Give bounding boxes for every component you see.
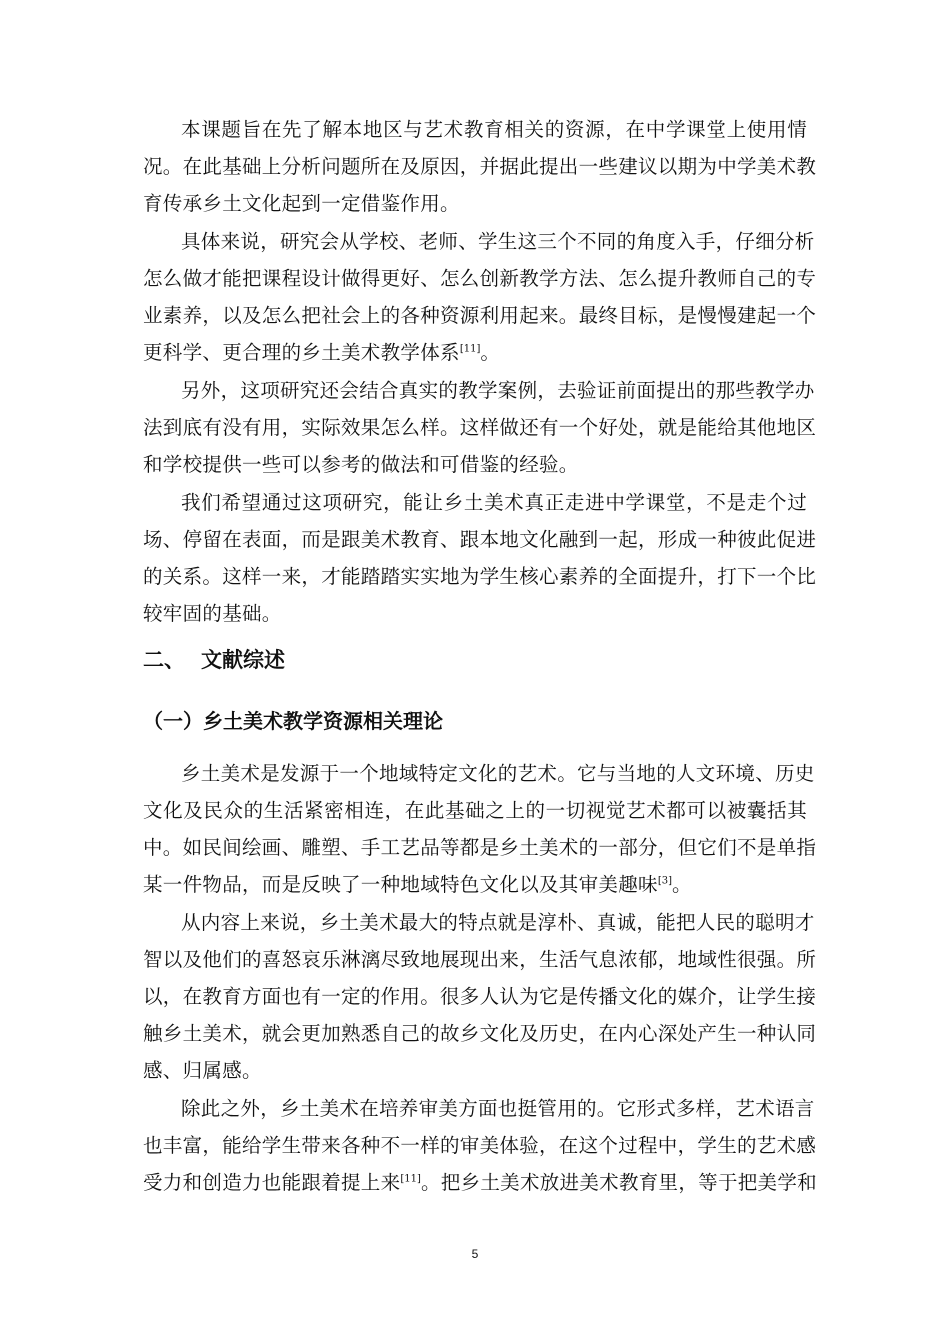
paragraph-line: 文化及民众的生活紧密相连，在此基础之上的一切视觉艺术都可以被囊括其 xyxy=(143,799,807,822)
paragraph-line: 育传承乡土文化起到一定借鉴作用。 xyxy=(143,192,460,215)
paragraph-text: 更科学、更合理的乡土美术教学体系 xyxy=(143,341,460,364)
paragraph-line: 的关系。这样一来，才能踏踏实实地为学生核心素养的全面提升，打下一个比 xyxy=(143,565,817,588)
paragraph-text: 。 xyxy=(480,341,501,364)
paragraph-line: 法到底有没有用，实际效果怎么样。这样做还有一个好处，就是能给其他地区 xyxy=(143,416,817,439)
section-number: 二、 xyxy=(143,648,185,672)
citation-reference: [11] xyxy=(459,343,481,355)
paragraph-line: 业素养，以及怎么把社会上的各种资源利用起来。最终目标，是慢慢建起一个 xyxy=(143,304,817,327)
paragraph-line: 感、归属感。 xyxy=(143,1059,262,1082)
citation-reference: [3] xyxy=(657,875,672,887)
paragraph-line: 本课题旨在先了解本地区与艺术教育相关的资源，在中学课堂上使用情 xyxy=(181,118,807,141)
paragraph-line: 和学校提供一些可以参考的做法和可借鉴的经验。 xyxy=(143,453,579,476)
paragraph-text: 某一件物品，而是反映了一种地域特色文化以及其审美趣味 xyxy=(143,873,658,896)
section-heading xyxy=(143,646,285,674)
section-title: 文献综述 xyxy=(201,648,285,672)
paragraph-line: 场、停留在表面，而是跟美术教育、跟本地文化融到一起，形成一种彼此促进 xyxy=(143,528,817,551)
paragraph-line: 况。在此基础上分析问题所在及原因，并据此提出一些建议以期为中学美术教 xyxy=(143,155,817,178)
paragraph-line: 中。如民间绘画、雕塑、手工艺品等都是乡土美术的一部分，但它们不是单指 xyxy=(143,836,817,859)
paragraph-line: 从内容上来说，乡土美术最大的特点就是淳朴、真诚，能把人民的聪明才 xyxy=(181,911,815,934)
page-number: 5 xyxy=(471,1247,479,1261)
paragraph-line: 除此之外，乡土美术在培养审美方面也挺管用的。它形式多样，艺术语言 xyxy=(181,1097,815,1120)
paragraph-line: 怎么做才能把课程设计做得更好、怎么创新教学方法、怎么提升教师自己的专 xyxy=(143,267,817,290)
paragraph-line: 我们希望通过这项研究，能让乡土美术真正走进中学课堂，不是走个过 xyxy=(181,491,807,514)
paragraph-line: 以，在教育方面也有一定的作用。很多人认为它是传播文化的媒介，让学生接 xyxy=(143,985,817,1008)
paragraph-line: 触乡土美术，就会更加熟悉自己的故乡文化及历史，在内心深处产生一种认同 xyxy=(143,1022,817,1045)
paragraph-line: 智以及他们的喜怒哀乐淋漓尽致地展现出来，生活气息浓郁，地域性很强。所 xyxy=(143,948,817,971)
paragraph-text: 。把乡土美术放进美术教育里，等于把美学和 xyxy=(420,1171,817,1194)
paragraph-line-with-citation xyxy=(143,340,500,366)
paragraph-line: 乡土美术是发源于一个地域特定文化的艺术。它与当地的人文环境、历史 xyxy=(181,762,815,785)
paragraph-text: 受力和创造力也能跟着提上来 xyxy=(143,1171,401,1194)
paragraph-line: 具体来说，研究会从学校、老师、学生这三个不同的角度入手，仔细分析 xyxy=(181,230,815,253)
paragraph-line-with-citation xyxy=(143,872,692,898)
citation-reference: [11] xyxy=(400,1173,421,1185)
paragraph-line-with-citation xyxy=(143,1170,817,1196)
paragraph-line: 另外，这项研究还会结合真实的教学案例，去验证前面提出的那些教学办 xyxy=(181,379,815,402)
subsection-heading: （一）乡土美术教学资源相关理论 xyxy=(143,709,443,733)
paragraph-line: 较牢固的基础。 xyxy=(143,602,282,625)
paragraph-text: 。 xyxy=(671,873,692,896)
paragraph-line: 也丰富，能给学生带来各种不一样的审美体验，在这个过程中，学生的艺术感 xyxy=(143,1134,817,1157)
